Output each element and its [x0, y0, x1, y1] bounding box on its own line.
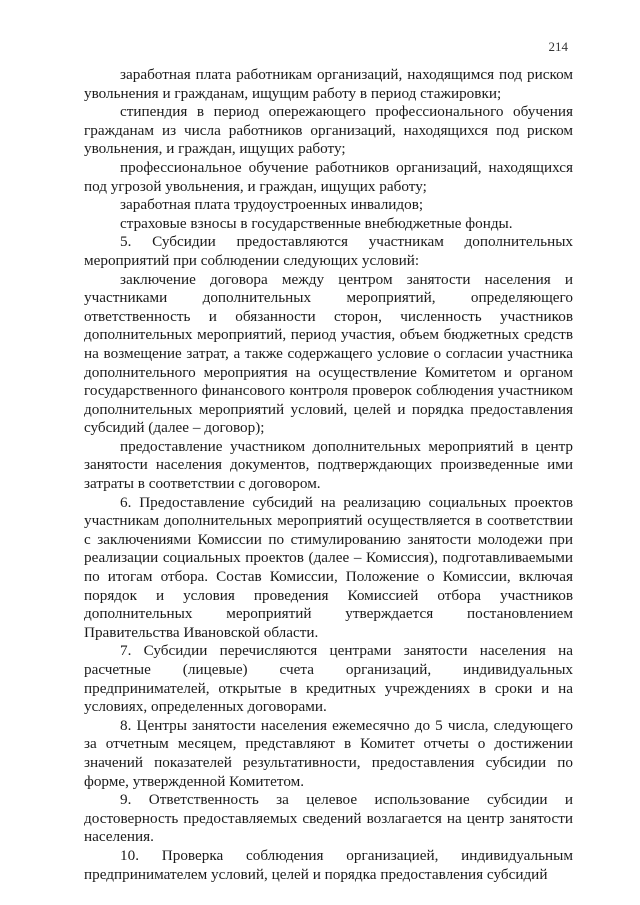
paragraph-item-5: 5. Субсидии предоставляются участникам дополнительных мероприятий при соблюдении следующих условий: — [84, 233, 573, 269]
paragraph-documents-condition: предоставление участником дополнительных мероприятий в центр занятости населения документов, подтверждающих произведенные ими затраты в соответствии с договором. — [84, 437, 573, 493]
paragraph-item-9: 9. Ответственность за целевое использование субсидии и достоверность предоставляемых сведений возлагается на центр занятости населения. — [84, 791, 573, 846]
paragraph-salary-risk: заработная плата работникам организаций, находящимся под риском увольнения и гражданам, ищущим работу в период стажировки; — [84, 66, 573, 102]
paragraph-item-7: 7. Субсидии перечисляются центрами занятости населения на расчетные (лицевые) счета организаций, индивидуальных предпринимателей, открытые в кредитных учреждениях в сроки и на условиях, определенных договорами. — [84, 642, 573, 716]
paragraph-disabled-salary: заработная плата трудоустроенных инвалидов; — [120, 196, 424, 214]
page-number: 214 — [548, 39, 568, 54]
paragraph-item-6: 6. Предоставление субсидий на реализацию социальных проектов участникам дополнительных мероприятий осуществляется в соответствии с заключениями Комиссии по стимулированию занятости молодежи при реализации социальных проектов (далее – Комиссия), подготавливаемыми по итогам отбора. Состав Комиссии, Положение о Комиссии, включая порядок и условия проведения Комиссией отбора участников дополнительных мероприятий утверждается постановлением Правительства Ивановской области. — [84, 493, 573, 641]
paragraph-vocational-training: профессиональное обучение работников организаций, находящихся под угрозой увольнения, и граждан, ищущих работу; — [84, 158, 573, 195]
paragraph-insurance-contributions: страховые взносы в государственные внебюджетные фонды. — [120, 214, 513, 232]
paragraph-item-8: 8. Центры занятости населения ежемесячно до 5 числа, следующего за отчетным месяцем, представляют в Комитет отчеты о достижении значений показателей результативности, предоставления субсидии по форме, утвержденной Комитетом. — [84, 716, 573, 790]
paragraph-item-10: 10. Проверка соблюдения организацией, индивидуальным предпринимателем условий, целей и порядка предоставления субсидий — [84, 846, 573, 883]
paragraph-contract-condition: заключение договора между центром занятости населения и участниками дополнительных мероприятий, определяющего ответственность и обязанности сторон, численность участников дополнительных мероприятий, период участия, объем бюджетных средств на возмещение затрат, а также содержащего условие о согласии участника дополнительного мероприятия на осуществление Комитетом и органом государственного финансового контроля проверок соблюдения участником дополнительных мероприятий условий, целей и порядка предоставления субсидий (далее – договор); — [84, 270, 573, 437]
document-body — [84, 66, 573, 884]
paragraph-stipend: стипендия в период опережающего профессионального обучения гражданам из числа работников организаций, находящихся под риском увольнения, и граждан, ищущих работу; — [84, 103, 573, 158]
